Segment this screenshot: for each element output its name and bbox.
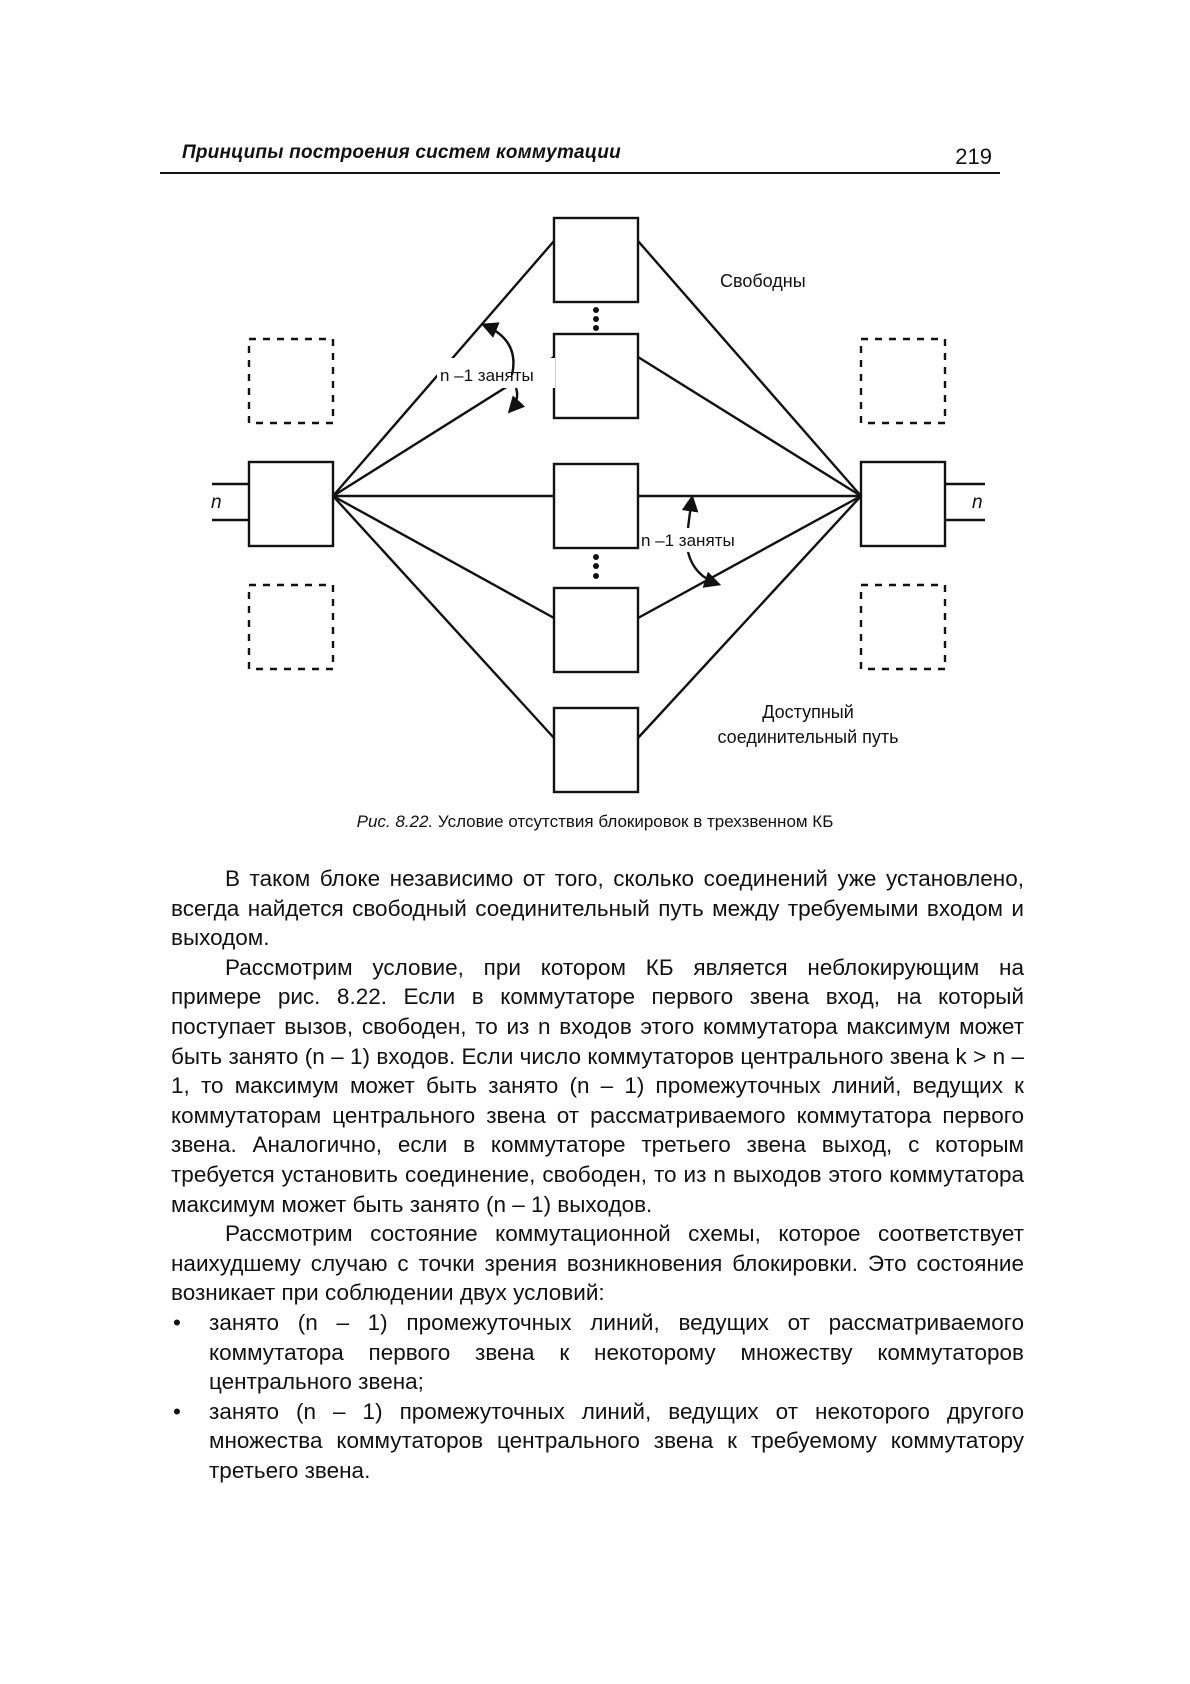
- third-stage-switch-dashed-top: [861, 339, 945, 423]
- arrow-busy-upper-bottom: [510, 388, 517, 411]
- figure-caption: [0, 812, 1190, 832]
- list-item-text: занято (n – 1) промежуточных линий, ведущих от некоторого другого множества коммутаторов центрального звена к требуемому коммутатору третьего звена.: [209, 1398, 1024, 1483]
- ellipsis-upper: [593, 307, 599, 331]
- input-links: [333, 241, 554, 738]
- third-stage-switch-dashed-bottom: [861, 585, 945, 669]
- first-stage-switch-dashed-bottom: [249, 585, 333, 669]
- first-stage-switch: [249, 462, 333, 546]
- busy-label-lower: n –1 заняты: [641, 531, 735, 550]
- central-stage: [554, 218, 638, 792]
- link-out-2: [638, 357, 861, 496]
- arrow-busy-lower-bottom: [688, 552, 718, 584]
- bullet-icon: •: [173, 1309, 181, 1335]
- link-out-4: [638, 496, 861, 618]
- output-links: [638, 241, 861, 738]
- condition-list: [171, 1308, 1024, 1486]
- running-title: Принципы построения систем коммутации: [182, 142, 621, 163]
- central-switch-1: [554, 218, 638, 302]
- central-switch-3: [554, 464, 638, 548]
- link-in-5: [333, 496, 554, 738]
- bullet-icon: •: [173, 1398, 181, 1424]
- list-item: [171, 1308, 1024, 1397]
- paragraph: В таком блоке независимо от того, сколько соединений уже установлено, всегда найдется свободный соединительный путь между требуемыми входом и выходом.: [171, 866, 1024, 951]
- caption-label: Рис. 8.22.: [356, 812, 434, 831]
- available-path-label-line2: соединительный путь: [717, 727, 899, 747]
- output-count-label: n: [972, 492, 983, 513]
- switching-diagram: [0, 0, 1190, 800]
- busy-label-upper: n –1 заняты: [440, 366, 534, 385]
- central-switch-4: [554, 588, 638, 672]
- body-text: [171, 864, 1024, 1485]
- ellipsis-lower: [593, 554, 599, 579]
- central-switch-5: [554, 708, 638, 792]
- arrow-busy-lower-top: [688, 498, 692, 528]
- page-number: 219: [955, 144, 992, 169]
- paragraph: Рассмотрим условие, при котором КБ является неблокирующим на примере рис. 8.22. Если в коммутаторе первого звена вход, на который поступает вызов, свободен, то из n входов этого коммутатора максимум может быть занято (n – 1) входов. Если число коммутаторов центрального звена k > n – 1, то максимум может быть занято (n – 1) промежуточных линий, ведущих к коммутаторам центрального звена от рассматриваемого коммутатора первого звена. Аналогично, если в коммутаторе третьего звена выход, с которым требуется установить соединение, свободен, то из n выходов этого коммутатора максимум может быть занято (n – 1) выходов.: [171, 954, 1024, 1217]
- available-path-label-line1: Доступный: [762, 702, 854, 722]
- central-switch-2: [554, 334, 638, 418]
- list-item-text: занято (n – 1) промежуточных линий, ведущих от рассматриваемого коммутатора первого звена к некоторому множеству коммутаторов центрального звена;: [209, 1309, 1024, 1395]
- input-count-label: n: [211, 492, 222, 513]
- list-item: [171, 1397, 1024, 1486]
- paragraph: Рассмотрим состояние коммутационной схемы, которое соответствует наихудшему случаю с точки зрения возникновения блокировки. Это состояние возникает при соблюдении двух условий:: [171, 1221, 1024, 1306]
- first-stage-switch-dashed-top: [249, 339, 333, 423]
- link-in-4: [333, 496, 554, 618]
- caption-text: Условие отсутствия блокировок в трехзвенном КБ: [433, 812, 834, 831]
- third-stage-switch: [861, 462, 945, 546]
- free-label: Свободны: [720, 271, 806, 291]
